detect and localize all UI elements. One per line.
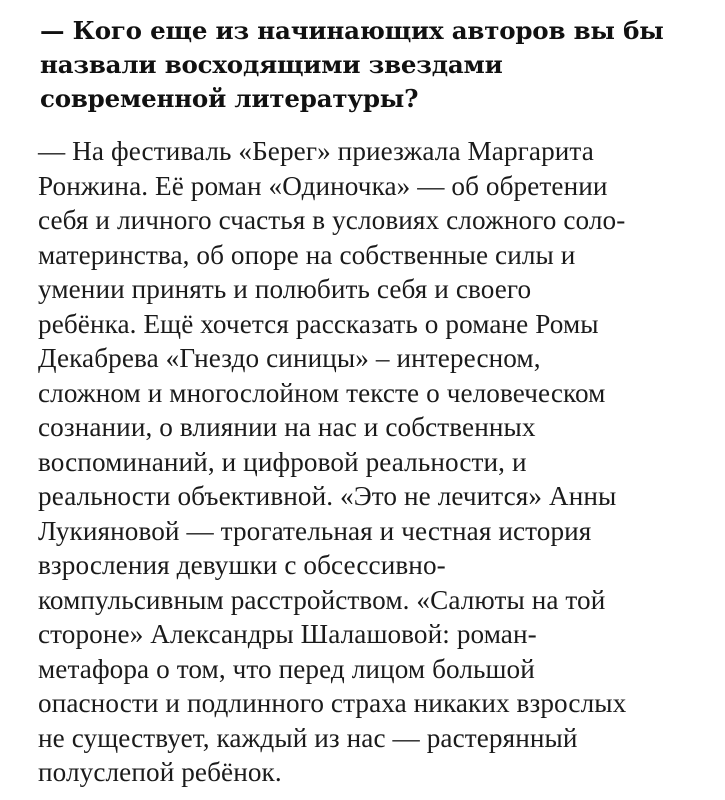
answer-line: материнства, об опоре на собственные силы и (38, 239, 576, 270)
answer-line: ребёнка. Ещё хочется рассказать о романе Ромы (38, 308, 599, 339)
answer-line: Лукияновой — трогательная и честная история (38, 515, 592, 546)
answer-line: воспоминаний, и цифровой реальности, и (38, 446, 527, 477)
answer-line: метафора о том, что перед лицом большой (38, 653, 535, 684)
answer-line: не существует, каждый из нас — растерянный (38, 722, 578, 753)
answer-line: себя и личного счастья в условиях сложного соло- (38, 205, 626, 235)
question-line: назвали восходящими звездами (40, 50, 503, 79)
answer-line: полуслепой ребёнок. (38, 757, 282, 787)
question-line: современной литературы? (40, 84, 419, 113)
answer-line: сложном и многослойном тексте о человеческом (38, 377, 606, 408)
answer-line: умении принять и полюбить себя и своего (38, 274, 532, 304)
answer-line: Декабрева «Гнездо синицы» – интересном, (38, 343, 541, 373)
answer-line: компульсивным расстройством. «Салюты на той (38, 584, 606, 615)
interview-answer (38, 134, 722, 790)
interview-question (40, 14, 720, 116)
answer-line: — На фестиваль «Берег» приезжала Маргарита (38, 136, 594, 166)
answer-line: сознании, о влиянии на нас и собственных (38, 412, 536, 442)
answer-line: стороне» Александры Шалашовой: роман- (38, 619, 537, 649)
question-line: — Кого еще из начинающих авторов вы бы (40, 16, 664, 45)
answer-line: Ронжина. Её роман «Одиночка» — об обретении (38, 170, 608, 201)
answer-line: взросления девушки с обсессивно- (38, 550, 446, 580)
answer-line: реальности объективной. «Это не лечится» Анны (38, 481, 617, 511)
answer-line: опасности и подлинного страха никаких взрослых (38, 688, 627, 718)
